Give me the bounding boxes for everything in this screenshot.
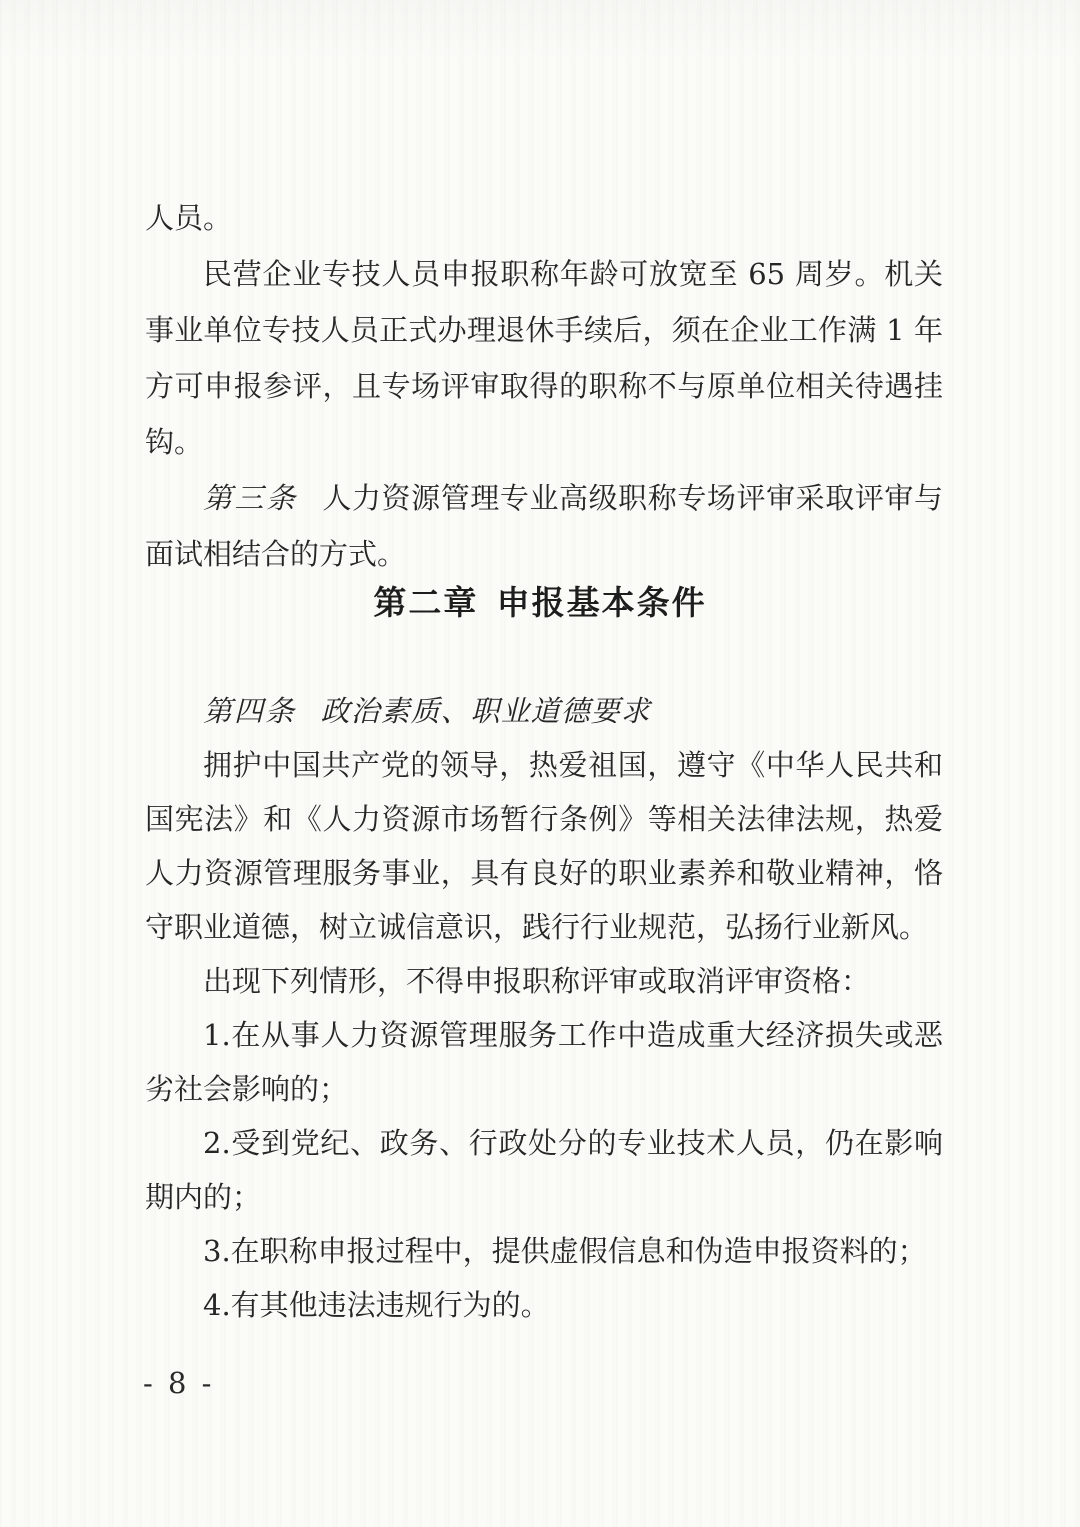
list-item-4-text: 4.有其他违法违规行为的。	[203, 1288, 550, 1322]
list-item-3-text: 3.在职称申报过程中，提供虚假信息和伪造申报资料的；	[203, 1234, 927, 1268]
paragraph-age-relaxation-text: 民营企业专技人员申报职称年龄可放宽至 65 周岁。机关事业单位专技人员正式办理退休手续后，须在企业工作满 1 年方可申报参评，且专场评审取得的职称不与原单位相关待遇挂钩。	[145, 257, 943, 459]
article-3-term: 第三条	[203, 481, 298, 515]
article-4-title: 政治素质、职业道德要求	[320, 694, 651, 728]
list-item-1-text: 1.在从事人力资源管理服务工作中造成重大经济损失或恶劣社会影响的；	[145, 1018, 943, 1106]
paragraph-political-quality-text: 拥护中国共产党的领导，热爱祖国，遵守《中华人民共和国宪法》和《人力资源市场暂行条例》等相关法律法规，热爱人力资源管理服务事业，具有良好的职业素养和敬业精神，恪守职业道德，树立诚信意识，践行行业规范，弘扬行业新风。	[145, 748, 943, 944]
chapter-2-heading	[0, 577, 1080, 624]
list-item-1	[145, 1008, 943, 1116]
page-number: - 8 -	[143, 1366, 215, 1400]
continued-paragraph: 人员。	[145, 201, 233, 235]
paragraph-disqualification-intro-text: 出现下列情形，不得申报职称评审或取消评审资格：	[203, 964, 871, 998]
article-3-paragraph	[145, 470, 943, 582]
paragraph-disqualification-intro	[145, 954, 943, 1008]
list-item-4	[145, 1278, 943, 1332]
article-4-heading	[145, 684, 943, 738]
list-item-2	[145, 1116, 943, 1224]
paragraph-age-relaxation	[145, 246, 943, 470]
body-text-lower	[145, 684, 943, 1332]
chapter-2-heading-title: 申报基本条件	[496, 583, 707, 622]
article-3-text: 人力资源管理专业高级职称专场评审采取评审与面试相结合的方式。	[145, 481, 943, 571]
paragraph-political-quality	[145, 738, 943, 954]
list-item-3	[145, 1224, 943, 1278]
article-4-term: 第四条	[203, 694, 297, 728]
chapter-2-heading-number: 第二章	[373, 583, 479, 622]
list-item-2-text: 2.受到党纪、政务、行政处分的专业技术人员，仍在影响期内的；	[145, 1126, 943, 1214]
body-text-upper	[145, 190, 943, 582]
